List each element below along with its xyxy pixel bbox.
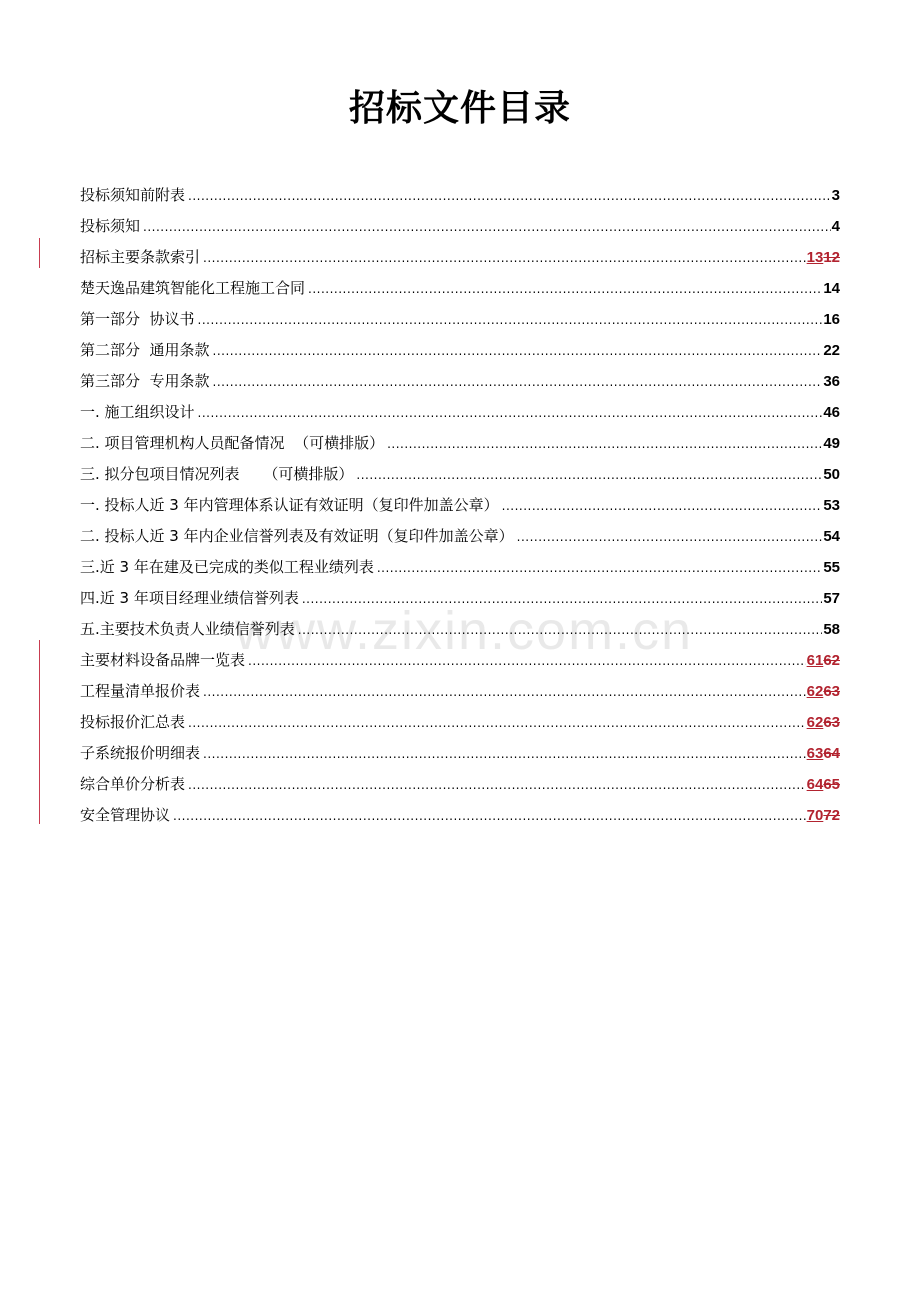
- toc-entry-page-number: 54: [823, 528, 840, 545]
- toc-entry-label: 主要材料设备品牌一览表: [80, 651, 246, 669]
- inserted-page-number: 62: [806, 714, 824, 731]
- toc-entry-label: 三. 拟分包项目情况列表 （可横排版）: [80, 465, 354, 483]
- toc-entry-page-number: 3: [831, 187, 840, 204]
- dot-leader: [188, 708, 806, 739]
- toc-entry[interactable]: [80, 335, 840, 366]
- toc-entry[interactable]: [80, 428, 840, 459]
- toc-entry[interactable]: [80, 242, 840, 273]
- toc-entry-label: 楚天逸品建筑智能化工程施工合同: [80, 279, 306, 297]
- dot-leader: [356, 460, 822, 491]
- toc-entry[interactable]: [80, 676, 840, 707]
- toc-entry-label: 安全管理协议: [80, 806, 171, 824]
- toc-entry-label: 五.主要技术负责人业绩信誉列表: [80, 620, 295, 638]
- deleted-page-number: 65: [823, 776, 840, 793]
- toc-entry[interactable]: [80, 397, 840, 428]
- toc-entry-label: 工程量清单报价表: [80, 682, 201, 700]
- toc-entry[interactable]: [80, 800, 840, 831]
- toc-entry-page-number: 49: [823, 435, 840, 452]
- toc-entry-page-number: [807, 676, 840, 707]
- dot-leader: [188, 181, 831, 212]
- dot-leader: [298, 615, 823, 646]
- toc-entry-page-number: [807, 242, 840, 273]
- toc-entry-page-number: [807, 738, 840, 769]
- inserted-page-number: 62: [806, 683, 824, 700]
- dot-leader: [387, 429, 822, 460]
- toc-entry[interactable]: [80, 459, 840, 490]
- toc-entry-label: 第一部分 协议书: [80, 310, 195, 328]
- dot-leader: [213, 336, 823, 367]
- toc-entry-page-number: 55: [823, 559, 840, 576]
- deleted-page-number: 62: [823, 652, 840, 669]
- toc-entry[interactable]: [80, 521, 840, 552]
- toc-entry-label: 一. 施工组织设计: [80, 403, 195, 421]
- toc-entry[interactable]: [80, 645, 840, 676]
- toc-entry-label: 招标主要条款索引: [80, 248, 201, 266]
- toc-entry[interactable]: [80, 769, 840, 800]
- inserted-page-number: 70: [806, 807, 824, 824]
- inserted-page-number: 13: [806, 249, 824, 266]
- watermark: www.zixin.com.cn: [235, 601, 694, 661]
- inserted-page-number: 63: [806, 745, 824, 762]
- toc-entry-page-number: 53: [823, 497, 840, 514]
- toc-entry-label: 四.近 3 年项目经理业绩信誉列表: [80, 589, 299, 607]
- toc-entry-page-number: 50: [823, 466, 840, 483]
- dot-leader: [302, 584, 822, 615]
- toc-entry-page-number: 14: [823, 280, 840, 297]
- toc-entry-label: 二. 投标人近 3 年内企业信誉列表及有效证明（复印件加盖公章）: [80, 527, 514, 545]
- dot-leader: [517, 522, 823, 553]
- dot-leader: [308, 274, 822, 305]
- toc-entry-page-number: 22: [823, 342, 840, 359]
- toc-entry[interactable]: [80, 366, 840, 397]
- dot-leader: [188, 770, 806, 801]
- inserted-page-number: 64: [806, 776, 824, 793]
- dot-leader: [203, 677, 806, 708]
- toc-entry[interactable]: [80, 552, 840, 583]
- toc-entry[interactable]: [80, 738, 840, 769]
- toc-entry[interactable]: [80, 273, 840, 304]
- dot-leader: [203, 243, 806, 274]
- toc-entry-page-number: [807, 645, 840, 676]
- toc-entry-label: 子系统报价明细表: [80, 744, 201, 762]
- toc-entry[interactable]: [80, 707, 840, 738]
- deleted-page-number: 63: [823, 683, 840, 700]
- toc-entry[interactable]: [80, 490, 840, 521]
- dot-leader: [198, 305, 823, 336]
- toc-entry-page-number: [807, 769, 840, 800]
- toc-entry-page-number: 16: [823, 311, 840, 328]
- deleted-page-number: 64: [823, 745, 840, 762]
- toc-entry[interactable]: [80, 614, 840, 645]
- dot-leader: [502, 491, 823, 522]
- dot-leader: [173, 801, 806, 832]
- toc-entry-label: 投标须知前附表: [80, 186, 186, 204]
- toc-entry[interactable]: [80, 304, 840, 335]
- inserted-page-number: 61: [806, 652, 824, 669]
- toc-entry-label: 投标报价汇总表: [80, 713, 186, 731]
- toc-entry[interactable]: [80, 180, 840, 211]
- toc-entry-page-number: [807, 800, 840, 831]
- toc-entry-label: 第二部分 通用条款: [80, 341, 210, 359]
- deleted-page-number: 63: [823, 714, 840, 731]
- dot-leader: [203, 739, 806, 770]
- dot-leader: [213, 367, 823, 398]
- document-title: 招标文件目录: [348, 87, 571, 129]
- toc-entry-page-number: 58: [823, 621, 840, 638]
- change-bar: [39, 640, 40, 824]
- toc-entry-label: 三.近 3 年在建及已完成的类似工程业绩列表: [80, 558, 374, 576]
- dot-leader: [143, 212, 831, 243]
- toc-entry-page-number: 36: [823, 373, 840, 390]
- deleted-page-number: 12: [823, 249, 840, 266]
- toc-entry-label: 投标须知: [80, 217, 141, 235]
- toc-entry-page-number: 46: [823, 404, 840, 421]
- table-of-contents: [80, 180, 840, 831]
- dot-leader: [248, 646, 806, 677]
- dot-leader: [377, 553, 822, 584]
- toc-entry-page-number: [807, 707, 840, 738]
- toc-entry[interactable]: [80, 211, 840, 242]
- toc-entry-label: 第三部分 专用条款: [80, 372, 210, 390]
- deleted-page-number: 72: [823, 807, 840, 824]
- toc-entry-label: 一. 投标人近 3 年内管理体系认证有效证明（复印件加盖公章）: [80, 496, 499, 514]
- toc-entry-label: 二. 项目管理机构人员配备情况 （可横排版）: [80, 434, 385, 452]
- toc-entry-page-number: 57: [823, 590, 840, 607]
- dot-leader: [198, 398, 823, 429]
- change-bar: [39, 238, 40, 268]
- toc-entry-page-number: 4: [831, 218, 840, 235]
- toc-entry-label: 综合单价分析表: [80, 775, 186, 793]
- toc-entry[interactable]: [80, 583, 840, 614]
